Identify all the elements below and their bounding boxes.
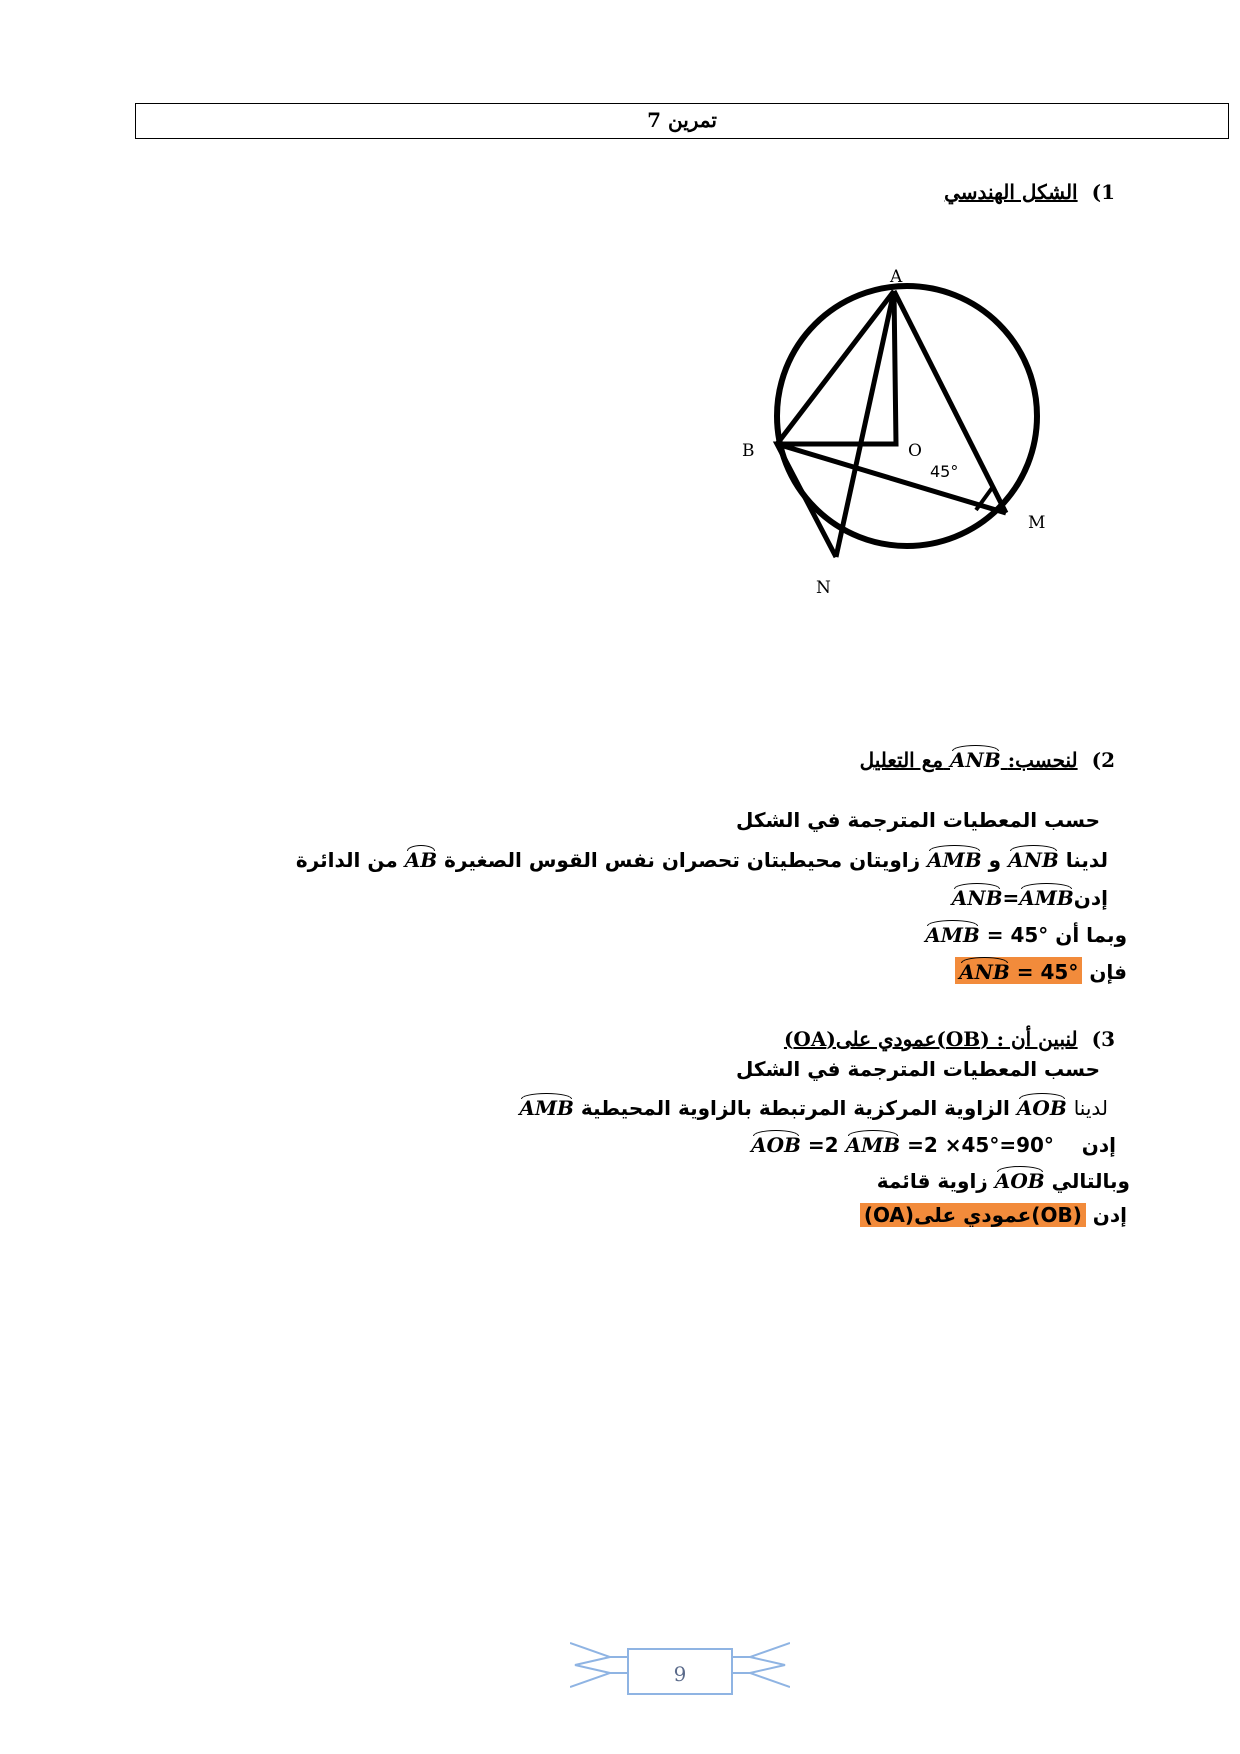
s2-result-highlight xyxy=(955,957,1082,984)
point-B-label: B xyxy=(742,441,755,461)
s2-line-3 xyxy=(952,883,1108,910)
angle-ANB: ANB xyxy=(1008,845,1059,872)
s2-l2-word-3: زاويتان محيطيتان تحصران نفس القوس الصغيرة xyxy=(444,848,921,872)
point-M-label: M xyxy=(1028,513,1046,533)
s3-line-2 xyxy=(519,1093,1108,1120)
s3-l4-word-2: زاوية قائمة xyxy=(876,1169,988,1193)
s2-line-5 xyxy=(955,957,1127,984)
page-number-ornament xyxy=(570,1635,790,1695)
section-1-number: 1) xyxy=(1091,180,1115,204)
section-2-label-post: مع التعليل xyxy=(859,748,944,772)
s3-line-3 xyxy=(751,1130,1116,1157)
point-A-label: A xyxy=(890,267,903,287)
circle xyxy=(777,286,1037,546)
angle-AMB: AMB xyxy=(927,845,982,872)
s3-line-1: حسب المعطيات المترجمة في الشكل xyxy=(736,1057,1100,1081)
section-2-heading xyxy=(860,745,1115,772)
s2-l5-word: فإن xyxy=(1089,960,1127,984)
s2-l2-word-2: و xyxy=(988,848,1002,872)
s2-l2-word-4: من الدائرة xyxy=(295,848,398,872)
angle-AOB: AOB xyxy=(995,1166,1045,1193)
angle-ANB: ANB xyxy=(959,957,1010,984)
angle-value: = 45° xyxy=(986,923,1049,947)
s3-l3-part-2: =2 ×45°=90° xyxy=(907,1133,1054,1157)
page-number: 9 xyxy=(673,1662,687,1686)
angle-AMB: AMB xyxy=(1019,883,1074,910)
ornament-right xyxy=(750,1643,790,1687)
s2-l4-word: وبما أن xyxy=(1055,923,1127,947)
s3-l5-word: إدن xyxy=(1092,1203,1127,1227)
angle-AMB: AMB xyxy=(519,1093,574,1120)
angle-AMB: AMB xyxy=(846,1130,901,1157)
s3-l2-word-1: لدينا xyxy=(1073,1096,1108,1120)
s3-l3-word: إدن xyxy=(1081,1133,1116,1157)
s2-line-1: حسب المعطيات المترجمة في الشكل xyxy=(736,808,1100,832)
angle-label: 45° xyxy=(930,462,959,481)
angle-ANB: ANB xyxy=(952,883,1003,910)
section-3-label: لنبين أن : (OB)عمودي على(OA) xyxy=(783,1027,1078,1051)
s3-l3-part-1: =2 xyxy=(807,1133,839,1157)
point-N-label: N xyxy=(816,578,831,598)
s3-line-5 xyxy=(860,1203,1127,1227)
ornament-left xyxy=(570,1643,610,1687)
result-value: = 45° xyxy=(1016,960,1079,984)
equals-sign: = xyxy=(1002,886,1020,910)
s2-l3-word: إدن xyxy=(1073,886,1108,910)
s3-result-highlight: (OB)عمودي على(OA) xyxy=(860,1203,1086,1227)
exercise-title: تمرين 7 xyxy=(135,103,1229,139)
point-O-label: O xyxy=(908,441,922,461)
s3-line-4 xyxy=(877,1166,1130,1193)
section-2-label-pre: لنحسب: xyxy=(1007,748,1078,772)
section-1-heading xyxy=(944,180,1115,204)
arc-AB: AB xyxy=(405,845,437,872)
s3-l4-word-1: وبالتالي xyxy=(1051,1169,1130,1193)
angle-AMB: AMB xyxy=(925,920,980,947)
s2-l2-word-1: لدينا xyxy=(1065,848,1108,872)
section-3-number: 3) xyxy=(1091,1027,1115,1051)
section-2-number: 2) xyxy=(1091,748,1115,772)
section-1-label: الشكل الهندسي xyxy=(944,180,1078,204)
s2-line-4 xyxy=(925,920,1127,947)
angle-ANB: ANB xyxy=(950,745,1001,772)
section-3-heading xyxy=(784,1027,1115,1051)
angle-AOB: AOB xyxy=(751,1130,801,1157)
s2-line-2 xyxy=(296,845,1108,872)
s3-l2-word-2: الزاوية المركزية المرتبطة بالزاوية المحيطية xyxy=(580,1096,1010,1120)
angle-AOB: AOB xyxy=(1017,1093,1067,1120)
geometry-figure xyxy=(730,262,1070,602)
